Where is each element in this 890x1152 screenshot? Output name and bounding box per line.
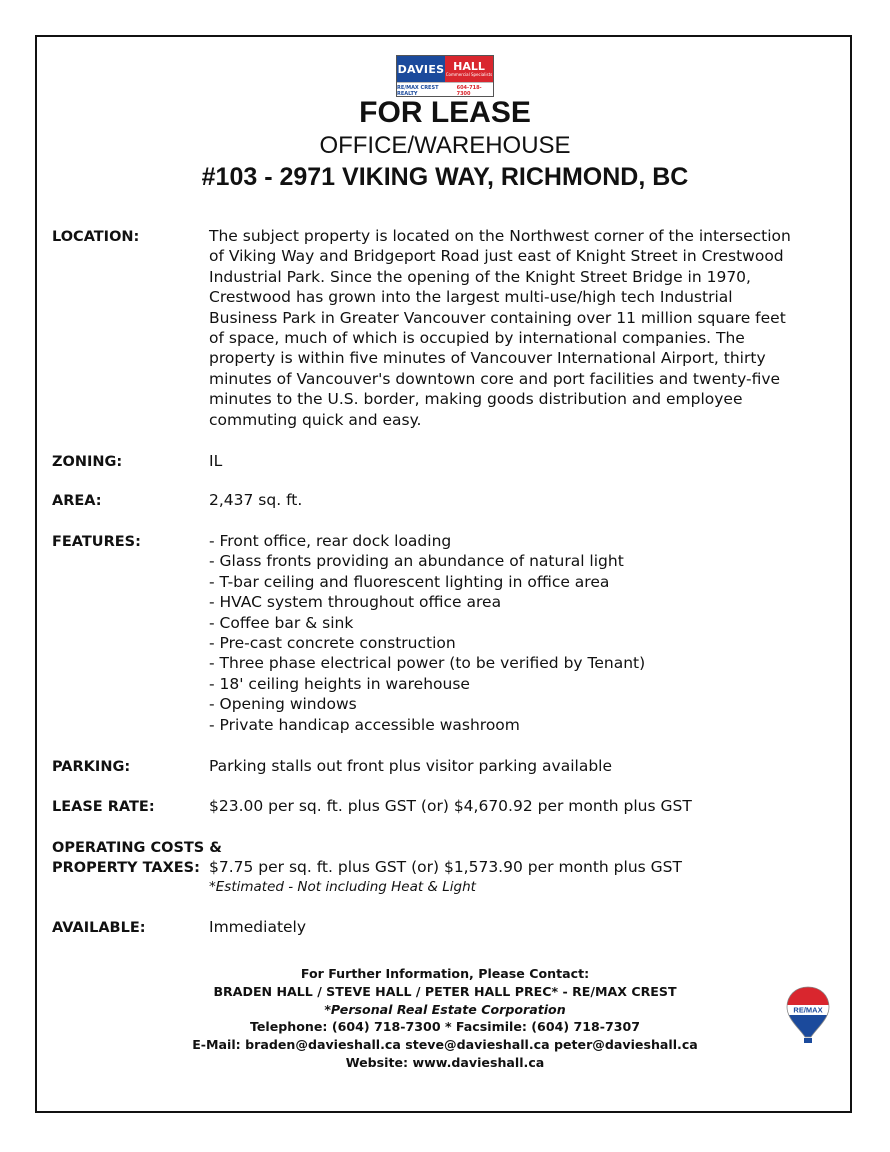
page-title: FOR LEASE xyxy=(359,96,531,129)
available-value: Immediately xyxy=(209,918,307,936)
location-line: The subject property is located on the Northwest corner of the intersection xyxy=(209,227,791,245)
zoning-value: IL xyxy=(209,452,223,470)
location-line: Business Park in Greater Vancouver containing over 11 million square feet xyxy=(209,308,786,327)
property-type: OFFICE/WAREHOUSE xyxy=(319,132,571,159)
location-line: Industrial Park. Since the opening of the Knight Street Bridge in 1970, xyxy=(209,267,751,286)
logo-bottom-bar xyxy=(397,82,493,97)
remax-logo-text: RE/MAX xyxy=(793,1005,823,1015)
logo-right-text: HALL xyxy=(453,59,485,73)
available-label: AVAILABLE: xyxy=(52,920,146,936)
lease-rate-value: $23.00 per sq. ft. plus GST (or) $4,670.92 per month plus GST xyxy=(209,797,692,815)
operating-costs-label: OPERATING COSTS & xyxy=(52,840,222,856)
location-line: of Viking Way and Bridgeport Road just east of Knight Street in Crestwood xyxy=(209,247,784,266)
logo-right-subtext: Commercial Specialists xyxy=(445,71,493,77)
feature-item: - 18' ceiling heights in warehouse xyxy=(209,674,470,693)
feature-item: - T-bar ceiling and fluorescent lighting in office area xyxy=(209,572,610,591)
location-text xyxy=(209,226,791,430)
operating-costs-note: *Estimated - Not including Heat & Light xyxy=(209,879,476,895)
lease-rate-label: LEASE RATE: xyxy=(52,799,155,815)
contact-block xyxy=(0,965,890,1072)
property-address: #103 - 2971 VIKING WAY, RICHMOND, BC xyxy=(201,163,689,191)
contact-heading: For Further Information, Please Contact: xyxy=(300,966,590,981)
feature-item: - Three phase electrical power (to be verified by Tenant) xyxy=(209,654,646,673)
area-value: 2,437 sq. ft. xyxy=(209,491,303,509)
davies-hall-logo xyxy=(396,55,494,97)
contact-names: BRADEN HALL / STEVE HALL / PETER HALL PREC* - RE/MAX CREST xyxy=(213,983,677,999)
feature-item: - Opening windows xyxy=(209,695,357,714)
location-line: commuting quick and easy. xyxy=(209,410,422,429)
logo-left-text: DAVIES xyxy=(397,56,445,82)
location-label: LOCATION: xyxy=(52,229,140,245)
contact-website[interactable]: Website: www.davieshall.ca xyxy=(345,1054,545,1070)
location-line: property is within five minutes of Vancouver International Airport, thirty xyxy=(209,349,766,368)
operating-costs-value: $7.75 per sq. ft. plus GST (or) $1,573.90 per month plus GST xyxy=(209,858,682,876)
area-label: AREA: xyxy=(52,493,102,509)
feature-item: - Private handicap accessible washroom xyxy=(209,715,520,734)
feature-item: - Glass fronts providing an abundance of natural light xyxy=(209,552,624,571)
location-line: minutes of Vancouver's downtown core and port facilities and twenty-five xyxy=(209,369,781,388)
location-line: minutes to the U.S. border, making goods distribution and employee xyxy=(209,390,743,409)
feature-item: - HVAC system throughout office area xyxy=(209,593,502,612)
feature-item: - Coffee bar & sink xyxy=(209,613,354,632)
features-label: FEATURES: xyxy=(52,534,141,550)
logo-right-block xyxy=(445,56,493,82)
logo-phone: 604-718-7300 xyxy=(456,84,482,97)
parking-label: PARKING: xyxy=(52,759,131,775)
location-line: of space, much of which is occupied by international companies. The xyxy=(209,329,745,348)
prec-note: *Personal Real Estate Corporation xyxy=(324,1001,566,1017)
features-list xyxy=(209,531,645,735)
location-line: Crestwood has grown into the largest multi-use/high tech Industrial xyxy=(209,288,733,307)
contact-emails[interactable]: E-Mail: braden@davieshall.ca steve@davieshall.ca peter@davieshall.ca xyxy=(192,1037,698,1053)
logo-brokerage: RE/MAX CREST REALTY xyxy=(397,84,439,97)
feature-item: - Pre-cast concrete construction xyxy=(209,634,456,653)
feature-item: - Front office, rear dock loading xyxy=(209,532,452,550)
zoning-label: ZONING: xyxy=(52,454,123,470)
remax-balloon-icon xyxy=(785,985,831,1047)
parking-value: Parking stalls out front plus visitor parking available xyxy=(209,757,613,775)
property-taxes-label: PROPERTY TAXES: xyxy=(52,860,200,876)
contact-phones: Telephone: (604) 718-7300 * Facsimile: (604) 718-7307 xyxy=(249,1019,641,1035)
